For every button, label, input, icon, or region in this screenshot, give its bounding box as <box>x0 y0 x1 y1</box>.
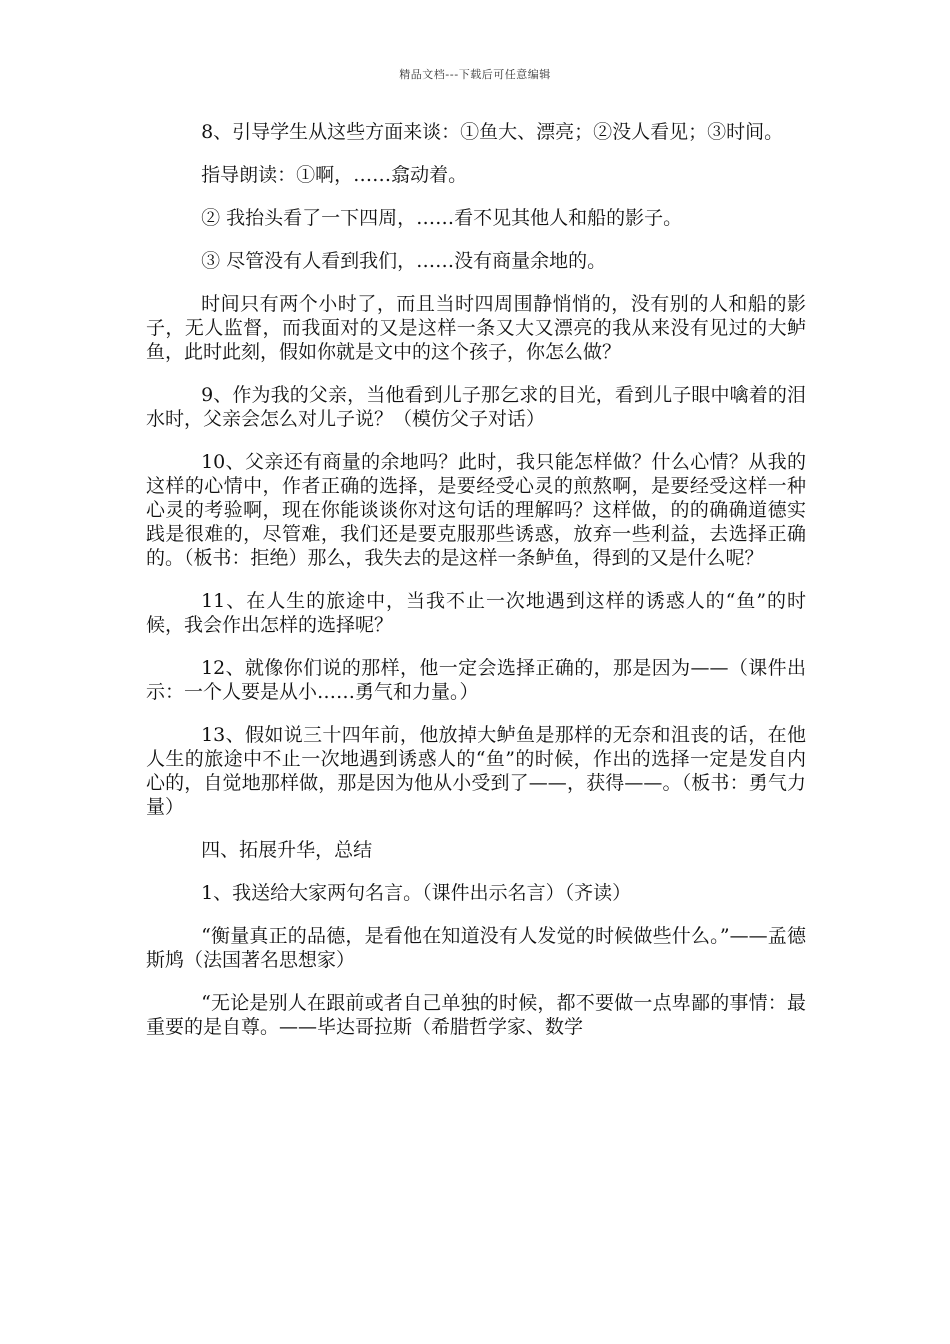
paragraph-time: 时间只有两个小时了，而且当时四周围静悄悄的，没有别的人和船的影子，无人监督，而我面对的又是这样一条又大又漂亮的我从来没有见过的大鲈鱼，此时此刻，假如你就是文中的这个孩子，你怎么做？ <box>146 293 806 363</box>
paragraph-step-10: 10、父亲还有商量的余地吗？此时，我只能怎样做？什么心情？从我的这样的心情中，作者正确的选择，是要经受心灵的煎熬啊，是要经受这样一种心灵的考验啊，现在你能谈谈你对这句话的理解吗？这样做，的的确确道德实践是很难的，尽管难，我们还是要克服那些诱惑，放弃一些利益，去选择正确的。（板书：拒绝）那么，我失去的是这样一条鲈鱼，得到的又是什么呢？ <box>146 451 806 569</box>
paragraph-step-13: 13、假如说三十四年前，他放掉大鲈鱼是那样的无奈和沮丧的话，在他人生的旅途中不止一次地遇到诱惑人的“鱼”的时候，作出的选择一定是发自内心的，自觉地那样做，那是因为他从小受到了——，获得——。（板书：勇气力量） <box>146 724 806 818</box>
paragraph-reading-2: ② 我抬头看了一下四周，……看不见其他人和船的影子。 <box>201 207 683 229</box>
section-heading-4: 四、拓展升华，总结 <box>201 839 373 861</box>
quote-pythagoras: “无论是别人在跟前或者自己单独的时候，都不要做一点卑鄙的事情：最重要的是自尊。——毕达哥拉斯（希腊哲学家、数学 <box>146 992 806 1038</box>
paragraph-step-11: 11、在人生的旅途中，当我不止一次地遇到这样的诱惑人的“鱼”的时候，我会作出怎样的选择呢？ <box>146 590 806 636</box>
paragraph-guided-reading: 指导朗读：①啊，……翕动着。 <box>201 164 468 186</box>
page-header: 精品文档---下载后可任意编辑 <box>399 68 551 81</box>
quote-montesquieu: “衡量真正的品德，是看他在知道没有人发觉的时候做些什么。”——孟德斯鸠（法国著名思想家） <box>146 925 806 971</box>
paragraph-step-9: 9、作为我的父亲，当他看到儿子那乞求的目光，看到儿子眼中噙着的泪水时，父亲会怎么对儿子说？（模仿父子对话） <box>146 384 806 430</box>
paragraph-reading-3: ③ 尽管没有人看到我们，……没有商量余地的。 <box>201 250 607 272</box>
paragraph-step-8: 8、引导学生从这些方面来谈：①鱼大、漂亮；②没人看见；③时间。 <box>201 121 784 143</box>
paragraph-step-12: 12、就像你们说的那样，他一定会选择正确的，那是因为——（课件出示：一个人要是从小……勇气和力量。） <box>146 657 806 703</box>
paragraph-quotes-intro: 1、我送给大家两句名言。（课件出示名言）（齐读） <box>201 882 632 904</box>
document-body <box>146 120 806 1058</box>
